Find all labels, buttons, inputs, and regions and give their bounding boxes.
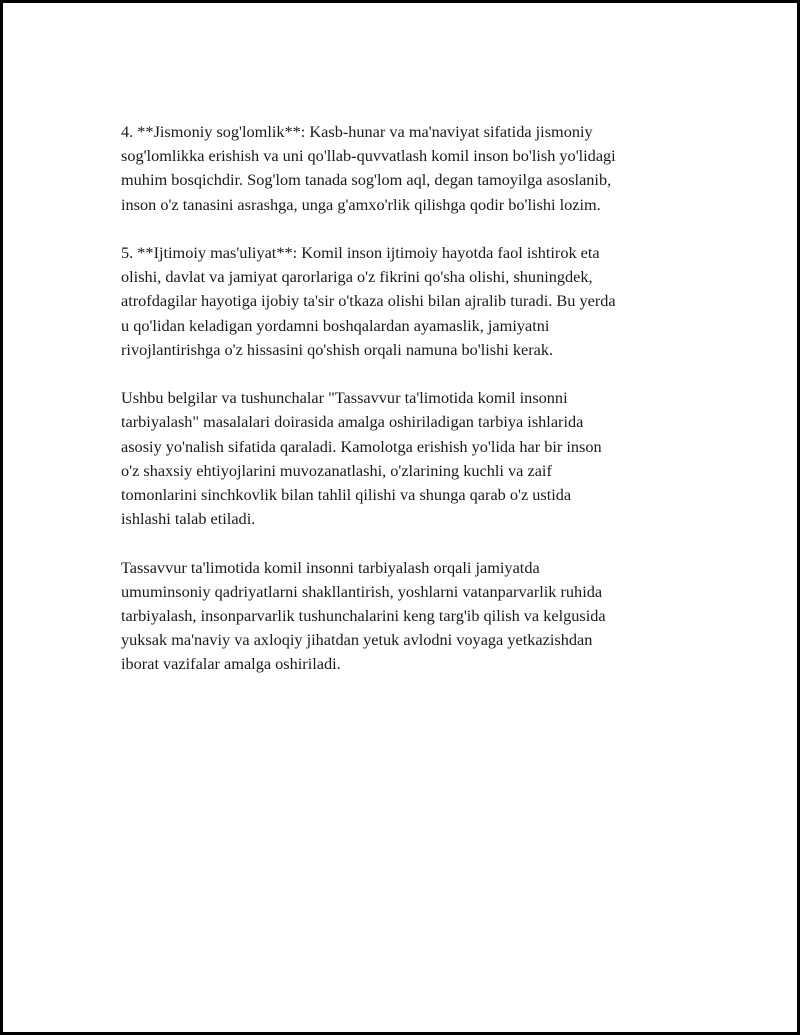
text-line: olishi, davlat va jamiyat qarorlariga o'z fikrini qo'sha olishi, shuningdek, xyxy=(121,267,593,287)
text-line: sog'lomlikka erishish va uni qo'llab-quvvatlash komil inson bo'lish yo'lidagi xyxy=(121,146,616,166)
paragraph-signs-and-concepts xyxy=(121,386,681,531)
text-line: 4. **Jismoniy sog'lomlik**: Kasb-hunar va ma'naviyat sifatida jismoniy xyxy=(121,122,593,141)
paragraph-physical-health xyxy=(121,120,681,217)
text-line: u qo'lidan keladigan yordamni boshqalardan ayamaslik, jamiyatni xyxy=(121,315,550,335)
text-line: 5. **Ijtimoiy mas'uliyat**: Komil inson ijtimoiy hayotda faol ishtirok eta xyxy=(121,243,600,262)
text-line: yuksak ma'naviy va axloqiy jihatdan yetuk avlodni voyaga yetkazishdan xyxy=(121,630,593,650)
paragraph-social-responsibility xyxy=(121,241,681,362)
text-line: Tassavvur ta'limotida komil insonni tarbiyalash orqali jamiyatda xyxy=(121,557,540,577)
text-line: tarbiyalash, insonparvarlik tushunchalarini keng targ'ib qilish va kelgusida xyxy=(121,606,606,626)
text-line: asosiy yo'nalish sifatida qaraladi. Kamolotga erishish yo'lida har bir inson xyxy=(121,436,602,456)
text-line: inson o'z tanasini asrashga, unga g'amxo'rlik qilishga qodir bo'lishi lozim. xyxy=(121,194,601,214)
text-line: atrofdagilar hayotiga ijobiy ta'sir o'tkaza olishi bilan ajralib turadi. Bu yerda xyxy=(121,291,616,311)
text-line: tarbiyalash" masalalari doirasida amalga oshiriladigan tarbiya ishlarida xyxy=(121,412,584,432)
text-line: ishlashi talab etiladi. xyxy=(121,509,256,529)
text-line: tomonlarini sinchkovlik bilan tahlil qilishi va shunga qarab o'z ustida xyxy=(121,485,572,505)
text-line: rivojlantirishga o'z hissasini qo'shish orqali namuna bo'lishi kerak. xyxy=(121,339,554,359)
document-body xyxy=(121,120,681,701)
paragraph-conclusion xyxy=(121,556,681,677)
text-line: umuminsoniy qadriyatlarni shakllantirish, yoshlarni vatanparvarlik ruhida xyxy=(121,581,603,601)
text-line: iborat vazifalar amalga oshiriladi. xyxy=(121,654,341,674)
text-line: o'z shaxsiy ehtiyojlarini muvozanatlashi, o'zlarining kuchli va zaif xyxy=(121,460,552,480)
text-line: muhim bosqichdir. Sog'lom tanada sog'lom aql, degan tamoyilga asoslanib, xyxy=(121,170,612,190)
text-line: Ushbu belgilar va tushunchalar "Tassavvur ta'limotida komil insonni xyxy=(121,388,568,408)
